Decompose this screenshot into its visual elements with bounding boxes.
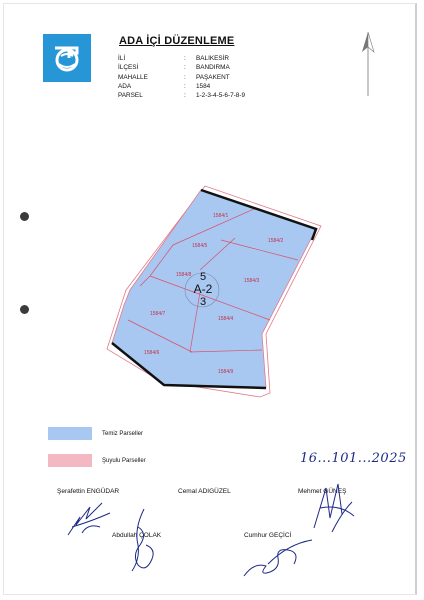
field-sep: : bbox=[184, 82, 186, 90]
field-key: PARSEL bbox=[118, 92, 143, 100]
parcel-label: 1584/6 bbox=[144, 350, 160, 356]
signature-scribble bbox=[306, 478, 362, 538]
block-center-top: 5 bbox=[199, 271, 207, 283]
legend-label: Temiz Parseller bbox=[102, 430, 144, 437]
signatory-name: Cemal ADIGÜZEL bbox=[178, 488, 231, 495]
parcel-label: 1584/4 bbox=[218, 316, 234, 322]
parcel-label: 1584/1 bbox=[213, 213, 229, 219]
legend-clean bbox=[48, 427, 143, 440]
field-value: BANDIRMA bbox=[196, 64, 230, 72]
legend-swatch-shared bbox=[48, 454, 92, 467]
parcel-label: 1584/8 bbox=[176, 272, 192, 278]
document-title: ADA İÇİ DÜZENLEME bbox=[119, 35, 235, 47]
field-key: İLİ bbox=[118, 55, 126, 62]
field-sep: : bbox=[184, 92, 186, 100]
field-key: MAHALLE bbox=[118, 73, 148, 81]
parcel-label: 1584/2 bbox=[268, 238, 284, 244]
field-sep: : bbox=[184, 73, 186, 81]
signatory-name: Şerafettin ENGÜDAR bbox=[57, 488, 120, 495]
legend-shared bbox=[48, 454, 146, 467]
signatory-name: Cumhur GEÇİCİ bbox=[244, 532, 292, 539]
signatory-name: Abdullah ÇOLAK bbox=[112, 532, 162, 539]
legend-label: Şuyulu Parseller bbox=[102, 457, 146, 464]
legend-swatch-clean bbox=[48, 427, 92, 440]
field-sep: : bbox=[184, 64, 186, 72]
block-center-mid: A-2 bbox=[193, 282, 213, 296]
field-value: 1-2-3-4-5-6-7-8-9 bbox=[196, 92, 246, 100]
handwritten-date: 16...101...2025 bbox=[300, 451, 407, 466]
field-sep: : bbox=[184, 55, 186, 62]
field-value: 1584 bbox=[196, 82, 211, 90]
parcel-label: 1584/5 bbox=[192, 243, 208, 249]
field-key: İLÇESİ bbox=[118, 64, 139, 72]
signature-scribble bbox=[62, 495, 122, 540]
field-value: BALIKESİR bbox=[196, 55, 230, 62]
signature-scribble bbox=[124, 505, 164, 575]
field-key: ADA bbox=[118, 82, 132, 90]
parcel-label: 1584/3 bbox=[244, 278, 260, 284]
parcel-label: 1584/7 bbox=[150, 311, 166, 317]
field-value: PAŞAKENT bbox=[196, 73, 230, 81]
signatory-name: Mehmet GÜNEŞ bbox=[298, 488, 347, 495]
parcel-label: 1584/9 bbox=[218, 369, 234, 375]
block-center-bottom: 3 bbox=[199, 296, 207, 308]
signature-scribble bbox=[238, 536, 318, 582]
